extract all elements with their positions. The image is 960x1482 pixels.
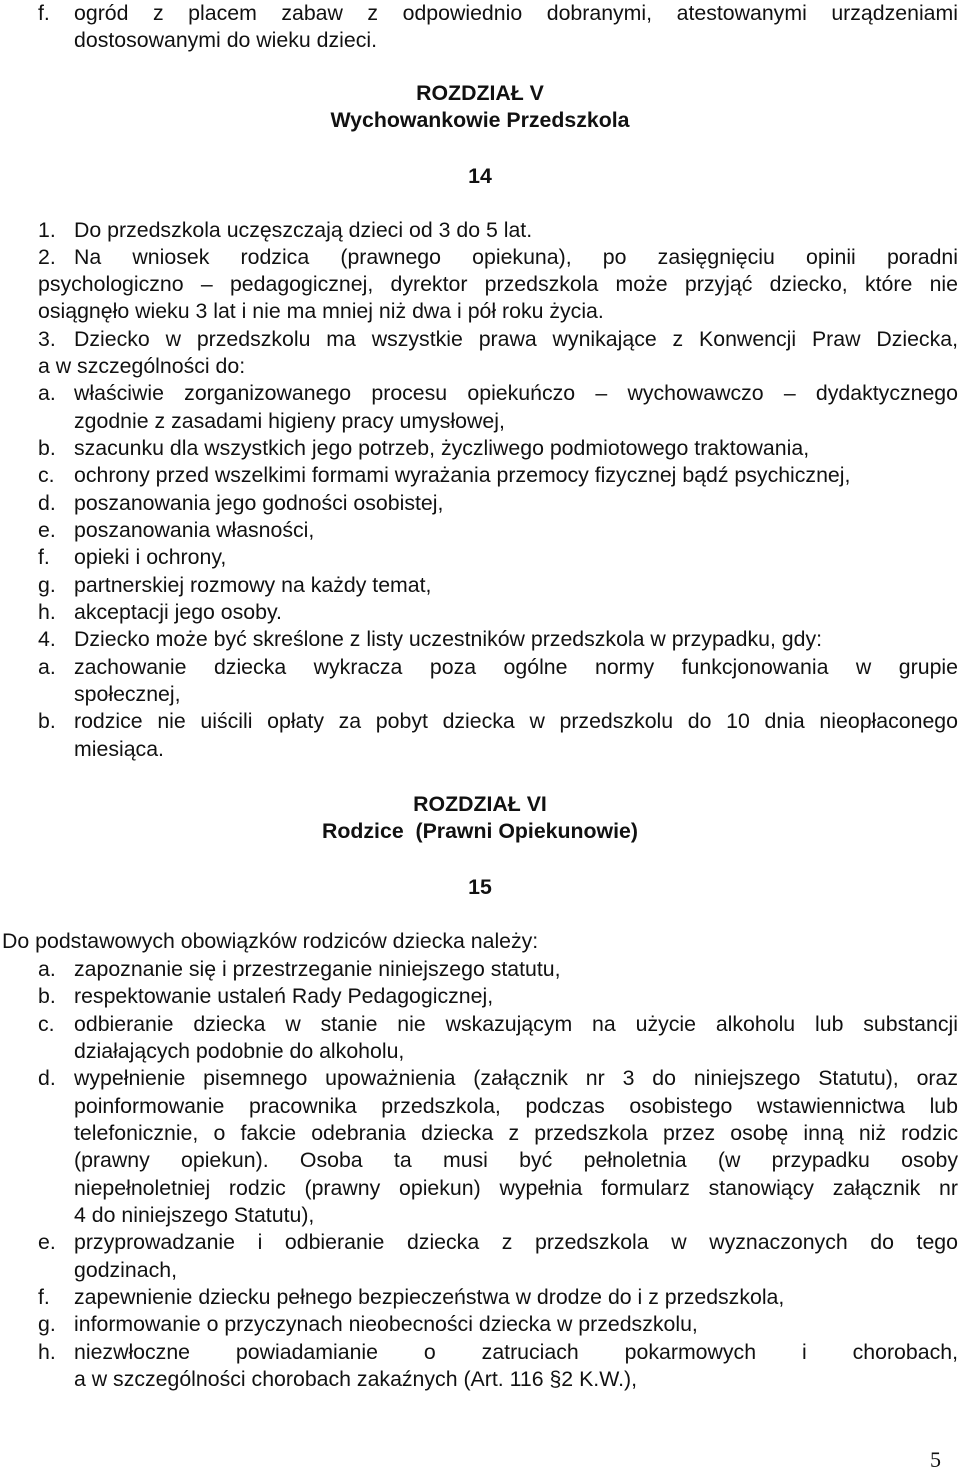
list-label: g. — [38, 573, 56, 597]
list-text: opieki i ochrony, — [74, 545, 227, 569]
list-text: a w szczególności chorobach zakaźnych (Art. 116 §2 K.W.), — [74, 1367, 638, 1391]
list-text: rodzice nie uiścili opłaty za pobyt dziecka w przedszkolu do 10 dnia nieopłaconego — [74, 709, 958, 733]
list-label: b. — [38, 436, 56, 460]
list-text: właściwie zorganizowanego procesu opiekuńczo – wychowawczo – dydaktycznego — [74, 381, 958, 405]
list-text: miesiąca. — [74, 737, 164, 761]
intro-text: Do podstawowych obowiązków rodziców dziecka należy: — [2, 929, 539, 953]
list-label: h. — [38, 600, 56, 624]
list-text: zgodnie z zasadami higieny pracy umysłowej, — [74, 409, 505, 433]
list-text: Dziecko w przedszkolu ma wszystkie prawa wynikające z Konwencji Praw Dziecka, — [74, 327, 958, 351]
list-text: Do przedszkola uczęszczają dzieci od 3 do 5 lat. — [74, 218, 533, 242]
list-label: a. — [38, 655, 56, 679]
list-label: e. — [38, 518, 56, 542]
list-text: a w szczególności do: — [38, 354, 246, 378]
chapter-subheading: Wychowankowie Przedszkola — [330, 108, 630, 132]
list-label: 2. — [38, 245, 56, 269]
list-text: akceptacji jego osoby. — [74, 600, 282, 624]
list-label: g. — [38, 1312, 56, 1336]
paragraph-number: 14 — [468, 164, 492, 188]
list-label: d. — [38, 491, 56, 515]
list-text: ogród z placem zabaw z odpowiednio dobranymi, atestowanymi urządzeniami — [74, 1, 958, 25]
list-text: osiągnęło wieku 3 lat i nie ma mniej niż dwa i pół roku życia. — [38, 299, 604, 323]
list-text: poszanowania jego godności osobistej, — [74, 491, 444, 515]
list-text: społecznej, — [74, 682, 181, 706]
list-label: 3. — [38, 327, 56, 351]
list-text: niepełnoletniej rodzic (prawny opiekun) wypełnia formularz stanowiący załącznik nr — [74, 1176, 958, 1200]
list-label: b. — [38, 709, 56, 733]
page-number: 5 — [930, 1447, 941, 1472]
list-label: d. — [38, 1066, 56, 1090]
chapter-subheading: Rodzice (Prawni Opiekunowie) — [322, 819, 638, 843]
list-text: godzinach, — [74, 1258, 178, 1282]
list-label: c. — [38, 1012, 55, 1036]
list-text: niezwłoczne powiadamianie o zatruciach pokarmowych i chorobach, — [74, 1340, 958, 1364]
list-label: f. — [38, 545, 50, 569]
list-text: odbieranie dziecka w stanie nie wskazującym na użycie alkoholu lub substancji — [74, 1012, 958, 1036]
list-label: b. — [38, 984, 56, 1008]
list-label: f. — [38, 1285, 50, 1309]
list-label: c. — [38, 463, 55, 487]
list-text: informowanie o przyczynach nieobecności dziecka w przedszkolu, — [74, 1312, 698, 1336]
list-text: psychologiczno – pedagogicznej, dyrektor przedszkola może przyjąć dziecko, które nie — [38, 272, 958, 296]
list-label: e. — [38, 1230, 56, 1254]
list-text: zachowanie dziecka wykracza poza ogólne normy funkcjonowania w grupie — [74, 655, 958, 679]
list-text: (prawny opiekun). Osoba ta musi być pełnoletnia (w przypadku osoby — [74, 1148, 958, 1172]
list-text: 4 do niniejszego Statutu), — [74, 1203, 315, 1227]
list-text: ochrony przed wszelkimi formami wyrażania przemocy fizycznej bądź psychicznej, — [74, 463, 851, 487]
list-text: poinformowanie pracownika przedszkola, podczas osobistego wstawiennictwa lub — [74, 1094, 958, 1118]
list-label: a. — [38, 381, 56, 405]
list-label: f. — [38, 1, 50, 25]
list-label: a. — [38, 957, 56, 981]
list-text: telefonicznie, o fakcie odebrania dziecka z przedszkola przez osobę inną niż rodzic — [74, 1121, 958, 1145]
list-text: zapewnienie dziecku pełnego bezpieczeństwa w drodze do i z przedszkola, — [74, 1285, 785, 1309]
list-label: h. — [38, 1340, 56, 1364]
chapter-heading: ROZDZIAŁ V — [416, 81, 544, 105]
chapter-heading: ROZDZIAŁ VI — [413, 792, 547, 816]
list-text: Na wniosek rodzica (prawnego opiekuna), po zasięgnięciu opinii poradni — [74, 245, 958, 269]
list-text: zapoznanie się i przestrzeganie niniejszego statutu, — [74, 957, 561, 981]
list-text: Dziecko może być skreślone z listy uczestników przedszkola w przypadku, gdy: — [74, 627, 823, 651]
list-label: 1. — [38, 218, 56, 242]
list-text: partnerskiej rozmowy na każdy temat, — [74, 573, 432, 597]
list-text: przyprowadzanie i odbieranie dziecka z przedszkola w wyznaczonych do tego — [74, 1230, 958, 1254]
paragraph-number: 15 — [468, 875, 492, 899]
list-text: działających podobnie do alkoholu, — [74, 1039, 405, 1063]
list-text: dostosowanymi do wieku dzieci. — [74, 28, 378, 52]
list-label: 4. — [38, 627, 56, 651]
list-text: szacunku dla wszystkich jego potrzeb, życzliwego podmiotowego traktowania, — [74, 436, 810, 460]
list-text: poszanowania własności, — [74, 518, 315, 542]
list-text: respektowanie ustaleń Rady Pedagogicznej, — [74, 984, 494, 1008]
list-text: wypełnienie pisemnego upoważnienia (załącznik nr 3 do niniejszego Statutu), oraz — [74, 1066, 958, 1090]
